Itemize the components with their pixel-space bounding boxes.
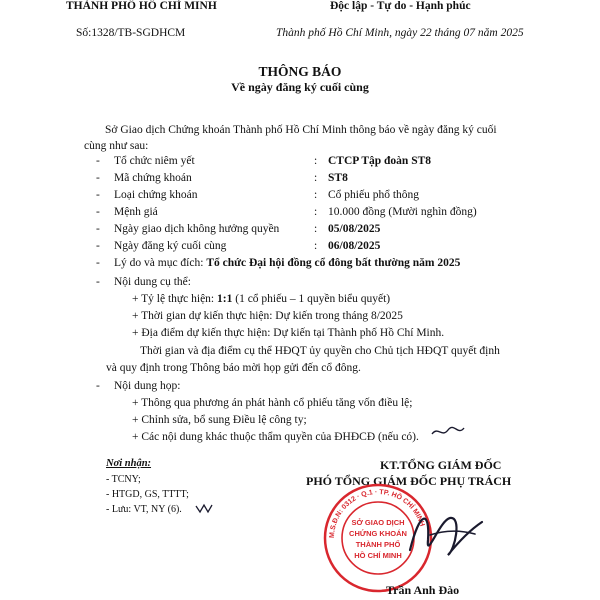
- field-value: CTCP Tập đoàn ST8: [328, 155, 432, 167]
- purpose-label-text: Lý do và mục đích:: [114, 257, 204, 269]
- seal-line: CHỨNG KHOÁN: [349, 529, 407, 538]
- agenda-heading: Nội dung họp:: [114, 380, 181, 392]
- time-line: + Thời gian dự kiến thực hiện: Dự kiến trong tháng 8/2025: [132, 310, 403, 322]
- recipient-item: - HTGD, GS, TTTT;: [106, 489, 189, 500]
- ratio-line: [132, 293, 390, 305]
- bullet-dash: -: [96, 206, 100, 218]
- initials-mark: [194, 502, 216, 514]
- colon: :: [314, 223, 318, 235]
- page-subtitle: Về ngày đăng ký cuối cùng: [231, 80, 369, 94]
- field-label: Mã chứng khoán: [114, 172, 192, 184]
- colon: :: [314, 155, 318, 167]
- header-motto: Độc lập - Tự do - Hạnh phúc: [330, 0, 471, 12]
- ratio-label: + Tỷ lệ thực hiện:: [132, 293, 215, 305]
- signature-line-2: PHÓ TỔNG GIÁM ĐỐC PHỤ TRÁCH: [306, 474, 512, 488]
- seal-line: HỒ CHÍ MINH: [354, 551, 402, 560]
- colon: :: [314, 206, 318, 218]
- handwritten-signature: [400, 500, 490, 570]
- note-line-2: và quy định trong Thông báo mời họp gửi đến cổ đông.: [106, 362, 361, 374]
- ratio-value: 1:1: [217, 293, 233, 305]
- bullet-dash: -: [96, 240, 100, 252]
- intro-line-1: Sở Giao dịch Chứng khoán Thành phố Hồ Chí Minh thông báo về ngày đăng ký cuối: [105, 124, 497, 136]
- field-value: 06/08/2025: [328, 240, 381, 252]
- seal-ring-text: M.S.Đ.N: 0312 · Q.1 · TP. HỒ CHÍ MINH: [328, 488, 426, 539]
- signature-line-1: KT.TỔNG GIÁM ĐỐC: [380, 458, 502, 472]
- content-heading: Nội dung cụ thể:: [114, 276, 191, 288]
- document-number: Số:1328/TB-SGDHCM: [76, 27, 186, 39]
- colon: :: [314, 240, 318, 252]
- field-value: ST8: [328, 172, 348, 184]
- initials-mark: [430, 424, 466, 440]
- purpose-label: [114, 257, 460, 269]
- agenda-item: + Các nội dung khác thuộc thẩm quyền của ĐHĐCĐ (nếu có).: [132, 431, 419, 443]
- field-label: Loại chứng khoán: [114, 189, 198, 201]
- recipients-heading: Nơi nhận:: [106, 458, 152, 469]
- agenda-item: + Chỉnh sửa, bổ sung Điều lệ công ty;: [132, 414, 307, 426]
- field-label: Ngày giao dịch không hưởng quyền: [114, 223, 280, 235]
- field-value: Cổ phiếu phổ thông: [328, 189, 420, 201]
- bullet-dash: -: [96, 380, 100, 392]
- header-organization: THÀNH PHỐ HỒ CHÍ MINH: [66, 0, 217, 12]
- recipient-item: - Lưu: VT, NY (6).: [106, 504, 182, 515]
- field-value: 05/08/2025: [328, 223, 381, 235]
- bullet-dash: -: [96, 155, 100, 167]
- field-label: Mệnh giá: [114, 206, 158, 218]
- field-label: Ngày đăng ký cuối cùng: [114, 240, 227, 252]
- ratio-note: (1 cổ phiếu – 1 quyền biểu quyết): [235, 293, 391, 305]
- place-date: Thành phố Hồ Chí Minh, ngày 22 tháng 07 năm 2025: [276, 27, 524, 39]
- bullet-dash: -: [96, 189, 100, 201]
- intro-line-2: cùng như sau:: [84, 140, 149, 152]
- page-title: THÔNG BÁO: [258, 64, 342, 79]
- signer-name: Trần Anh Đào: [386, 583, 460, 597]
- place-line: + Địa điểm dự kiến thực hiện: Dự kiến tại Thành phố Hồ Chí Minh.: [132, 327, 445, 339]
- field-value: 10.000 đồng (Mười nghìn đồng): [328, 206, 477, 218]
- field-label: Tổ chức niêm yết: [114, 155, 195, 167]
- purpose-value: Tổ chức Đại hội đồng cổ đông bất thường năm 2025: [206, 257, 461, 269]
- bullet-dash: -: [96, 257, 100, 269]
- colon: :: [314, 172, 318, 184]
- agenda-item: + Thông qua phương án phát hành cổ phiếu tăng vốn điều lệ;: [132, 397, 413, 409]
- note-line-1: Thời gian và địa điểm cụ thể HĐQT ủy quyền cho Chủ tịch HĐQT quyết định: [140, 345, 500, 357]
- recipient-item: - TCNY;: [106, 474, 141, 485]
- bullet-dash: -: [96, 276, 100, 288]
- seal-line: THÀNH PHỐ: [355, 540, 401, 549]
- bullet-dash: -: [96, 172, 100, 184]
- colon: :: [314, 189, 318, 201]
- seal-line: SỞ GIAO DỊCH: [351, 518, 405, 527]
- bullet-dash: -: [96, 223, 100, 235]
